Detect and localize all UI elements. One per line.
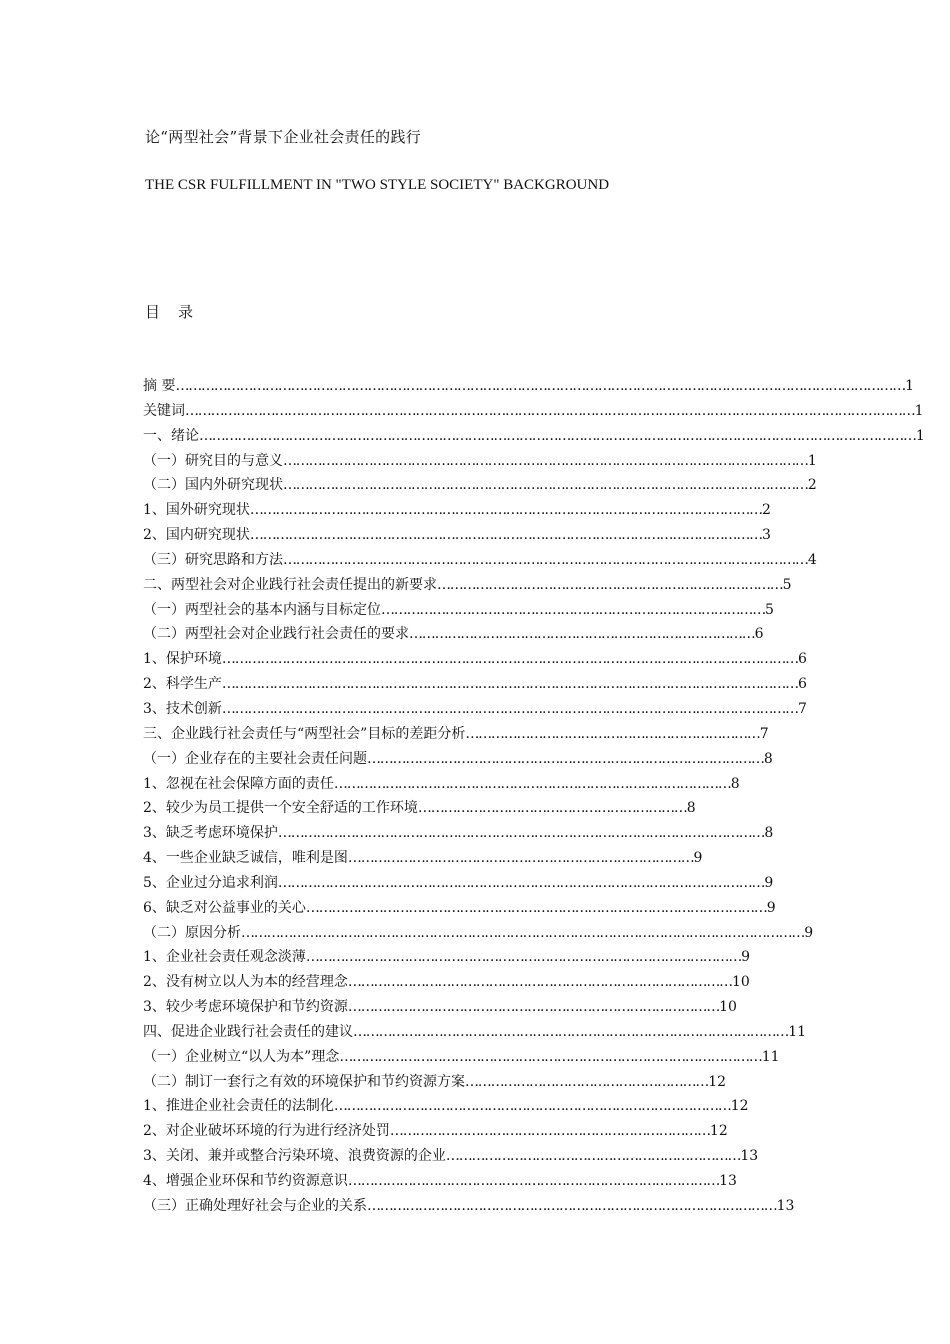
toc-dot-leader: …………………………………………………………………………………………………………………………………………………… <box>199 427 916 444</box>
toc-dot-leader: ……………………………………………………………………… <box>437 576 783 593</box>
toc-entry <box>143 821 925 846</box>
toc-dot-leader: ………………………………………………………………………………… <box>333 1098 731 1115</box>
toc-entry-label: （一）研究目的与意义 <box>143 452 283 469</box>
toc-entry <box>143 672 925 697</box>
toc-entry-page: 6 <box>797 651 807 668</box>
toc-entry-label: （一）企业树立“以人为本”理念 <box>143 1048 340 1065</box>
toc-entry <box>143 1194 925 1219</box>
toc-entry-label: （二）国内外研究现状 <box>143 477 283 494</box>
toc-dot-leader: ……………………………………………………………………………………………………………………… <box>221 676 798 693</box>
toc-entry <box>143 573 925 598</box>
toc-dot-leader: ……………………………………………………………………………………………………………………… <box>221 700 798 717</box>
toc-dot-leader: ………………………………………………………………………………………… <box>305 949 742 966</box>
toc-entry-label: 2、国内研究现状 <box>143 527 250 544</box>
toc-entry-page: 13 <box>740 1148 759 1165</box>
toc-entry-page: 9 <box>804 924 814 941</box>
toc-entry-page: 2 <box>807 477 817 494</box>
document-title-english: THE CSR FULFILLMENT IN "TWO STYLE SOCIETY" BACKGROUND <box>145 177 610 193</box>
toc-entry-page: 12 <box>709 1123 728 1140</box>
toc-dot-leader: ……………………………………………………………………………………………………………………… <box>221 651 798 668</box>
toc-entry-page: 5 <box>782 576 792 593</box>
document-title-chinese: 论“两型社会”背景下企业社会责任的践行 <box>145 128 422 146</box>
toc-entry-label: （一）企业存在的主要社会责任问题 <box>143 750 367 767</box>
toc-entry-label: 1、国外研究现状 <box>143 502 250 519</box>
toc-entry <box>143 622 925 647</box>
toc-entry-label: 1、企业社会责任观念淡薄 <box>143 949 306 966</box>
toc-dot-leader: ……………………………………………………………………… <box>409 626 755 643</box>
toc-entry-page: 12 <box>730 1098 749 1115</box>
toc-entry-page: 13 <box>776 1197 795 1214</box>
toc-entry-label: 4、增强企业环保和节约资源意识 <box>143 1173 348 1189</box>
toc-entry-label: 四、促进企业践行社会责任的建议 <box>143 1023 353 1040</box>
toc-entry-label: 2、较少为员工提供一个安全舒适的工作环境 <box>143 800 418 817</box>
toc-entry-page: 13 <box>719 1173 737 1189</box>
toc-entry-page: 9 <box>741 949 751 966</box>
toc-entry-label: 二、两型社会对企业践行社会责任提出的新要求 <box>143 576 437 593</box>
toc-entry-label: 2、科学生产 <box>143 676 222 693</box>
toc-dot-leader: ……………………………………………………… <box>417 800 687 817</box>
toc-entry-page: 10 <box>719 999 737 1016</box>
toc-dot-leader: ……………………………………………………………………………………………… <box>305 899 767 916</box>
toc-dot-leader: …………………………………………………………………………………………………………… <box>283 477 808 494</box>
toc-entry-label: 三、企业践行社会责任与“两型社会”目标的差距分析 <box>143 725 466 742</box>
toc-entry-page: 8 <box>763 750 773 767</box>
toc-entry <box>143 1144 925 1169</box>
toc-entry-label: （二）原因分析 <box>143 924 241 941</box>
toc-dot-leader: …………………………………………………………… <box>445 1148 741 1165</box>
toc-dot-leader: …………………………………………………………………………………………………………… <box>283 551 808 568</box>
toc-entry-page: 8 <box>686 800 696 817</box>
toc-entry <box>143 871 925 896</box>
toc-entry-page: 6 <box>797 676 807 693</box>
toc-entry-page: 9 <box>693 850 703 867</box>
toc-entry-page: 5 <box>765 601 774 618</box>
toc-entry-label: 6、缺乏对公益事业的关心 <box>143 899 306 916</box>
toc-entry <box>143 747 925 772</box>
toc-dot-leader: …………………………………………………………………………………… <box>367 1197 777 1214</box>
toc-entry-label: 1、忽视在社会保障方面的责任 <box>143 775 334 792</box>
toc-entry <box>143 598 925 623</box>
toc-entry <box>143 498 925 523</box>
toc-entry-label: （三）研究思路和方法 <box>143 551 283 568</box>
toc-dot-leader: ………………………………………………………………………………………………………… <box>249 502 762 519</box>
toc-dot-leader: …………………………………………………………………………… <box>347 999 720 1016</box>
toc-dot-leader: ……………………………………………………………………………………………………………………………………………………… <box>175 378 906 394</box>
toc-dot-leader: ………………………………………………………………………………… <box>333 775 731 792</box>
toc-entry <box>143 970 925 995</box>
toc-entry-page: 1 <box>905 378 914 394</box>
toc-dot-leader: …………………………………………………………………………………………………………… <box>283 452 808 469</box>
toc-dot-leader: ……………………………………………………………………………………… <box>339 1048 762 1065</box>
toc-entry <box>143 449 925 474</box>
toc-entry <box>143 374 925 399</box>
toc-entry-label: （二）两型社会对企业践行社会责任的要求 <box>143 626 409 643</box>
toc-entry <box>143 647 925 672</box>
toc-entry-label: 3、关闭、兼并或整合污染环境、浪费资源的企业 <box>143 1148 446 1165</box>
toc-dot-leader: …………………………………………………………………………………………………… <box>277 825 765 842</box>
toc-entry <box>143 796 925 821</box>
toc-entry-label: 2、对企业破坏环境的行为进行经济处罚 <box>143 1123 390 1140</box>
toc-dot-leader: ………………………………………………………………… <box>389 1123 710 1140</box>
toc-dot-leader: ………………………………………………………………………………… <box>367 750 764 767</box>
toc-dot-leader: …………………………………………………………………………… <box>347 1173 720 1189</box>
toc-entry-page: 7 <box>759 725 769 742</box>
toc-entry <box>143 399 925 424</box>
toc-entry-label: （二）制订一套行之有效的环境保护和节约资源方案 <box>143 1073 465 1090</box>
toc-entry-label: 摘 要 <box>143 378 176 394</box>
toc-dot-leader: ………………………………………………………………………………………… <box>353 1023 789 1040</box>
toc-dot-leader: ……………………………………………………………………… <box>347 850 694 867</box>
toc-entry-page: 12 <box>708 1073 727 1090</box>
toc-entry-label: 3、缺乏考虑环境保护 <box>143 825 278 842</box>
toc-entry <box>143 548 925 573</box>
toc-entry <box>143 896 925 921</box>
toc-entry-page: 3 <box>761 527 771 544</box>
toc-entry <box>143 945 925 970</box>
toc-entry <box>143 473 925 498</box>
toc-entry-page: 8 <box>764 825 774 842</box>
toc-entry <box>143 921 925 946</box>
toc-heading-left: 目 <box>145 303 161 321</box>
toc-entry-label: 关键词 <box>143 402 185 419</box>
toc-dot-leader: ………………………………………………… <box>465 1073 709 1090</box>
toc-entry-page: 10 <box>731 974 750 991</box>
toc-entry-page: 11 <box>788 1023 807 1040</box>
toc-dot-leader: ……………………………………………………………………………… <box>347 974 732 991</box>
toc-entry-page: 6 <box>754 626 764 643</box>
toc-entry-label: 3、技术创新 <box>143 700 222 717</box>
toc-entry-label: 1、推进企业社会责任的法制化 <box>143 1098 334 1115</box>
toc-entry <box>143 1020 925 1045</box>
toc-entry-page: 9 <box>766 899 776 916</box>
toc-entry <box>143 697 925 722</box>
toc-entry <box>143 523 925 548</box>
toc-entry-label: 3、较少考虑环境保护和节约资源 <box>143 999 348 1016</box>
toc-entry-page: 2 <box>761 502 771 519</box>
toc-entry-page: 11 <box>761 1048 780 1065</box>
toc-entry <box>143 1094 925 1119</box>
toc-entry-page: 4 <box>807 551 817 568</box>
toc-entry <box>143 1045 925 1070</box>
toc-entry-page: 7 <box>797 700 807 717</box>
toc-entry <box>143 1070 925 1095</box>
toc-entry <box>143 846 925 871</box>
toc-dot-leader: ……………………………………………………………………………… <box>381 601 766 618</box>
toc-dot-leader: …………………………………………………………… <box>465 725 760 742</box>
toc-entry-page: 9 <box>764 874 774 891</box>
toc-entry <box>143 722 925 747</box>
toc-entry <box>143 772 925 797</box>
toc-dot-leader: …………………………………………………………………………………………………… <box>277 874 765 891</box>
toc-dot-leader: …………………………………………………………………………………………………………………… <box>241 924 805 941</box>
toc-entry-label: （三）正确处理好社会与企业的关系 <box>143 1197 367 1214</box>
toc-entry <box>143 1169 925 1194</box>
toc-entry-label: 4、一些企业缺乏诚信，唯利是图 <box>143 850 348 867</box>
toc-entry-page: 1 <box>807 452 817 469</box>
toc-entry-page: 1 <box>915 427 925 444</box>
toc-entry <box>143 1119 925 1144</box>
toc-entry-page: 1 <box>914 402 924 419</box>
toc-heading <box>145 301 193 322</box>
toc-heading-right: 录 <box>178 303 194 321</box>
table-of-contents <box>143 374 925 1219</box>
toc-entry-label: 2、没有树立以人为本的经营理念 <box>143 974 348 991</box>
toc-entry-label: 1、保护环境 <box>143 651 222 668</box>
toc-entry <box>143 995 925 1020</box>
toc-entry-label: 5、企业过分追求利润 <box>143 874 278 891</box>
toc-entry-page: 8 <box>730 775 740 792</box>
toc-entry-label: （一）两型社会的基本内涵与目标定位 <box>143 601 381 618</box>
toc-entry <box>143 424 925 449</box>
toc-dot-leader: ………………………………………………………………………………………………………… <box>249 527 762 544</box>
toc-dot-leader: ……………………………………………………………………………………………………………………………………………………… <box>185 402 915 419</box>
toc-entry-label: 一、绪论 <box>143 427 199 444</box>
